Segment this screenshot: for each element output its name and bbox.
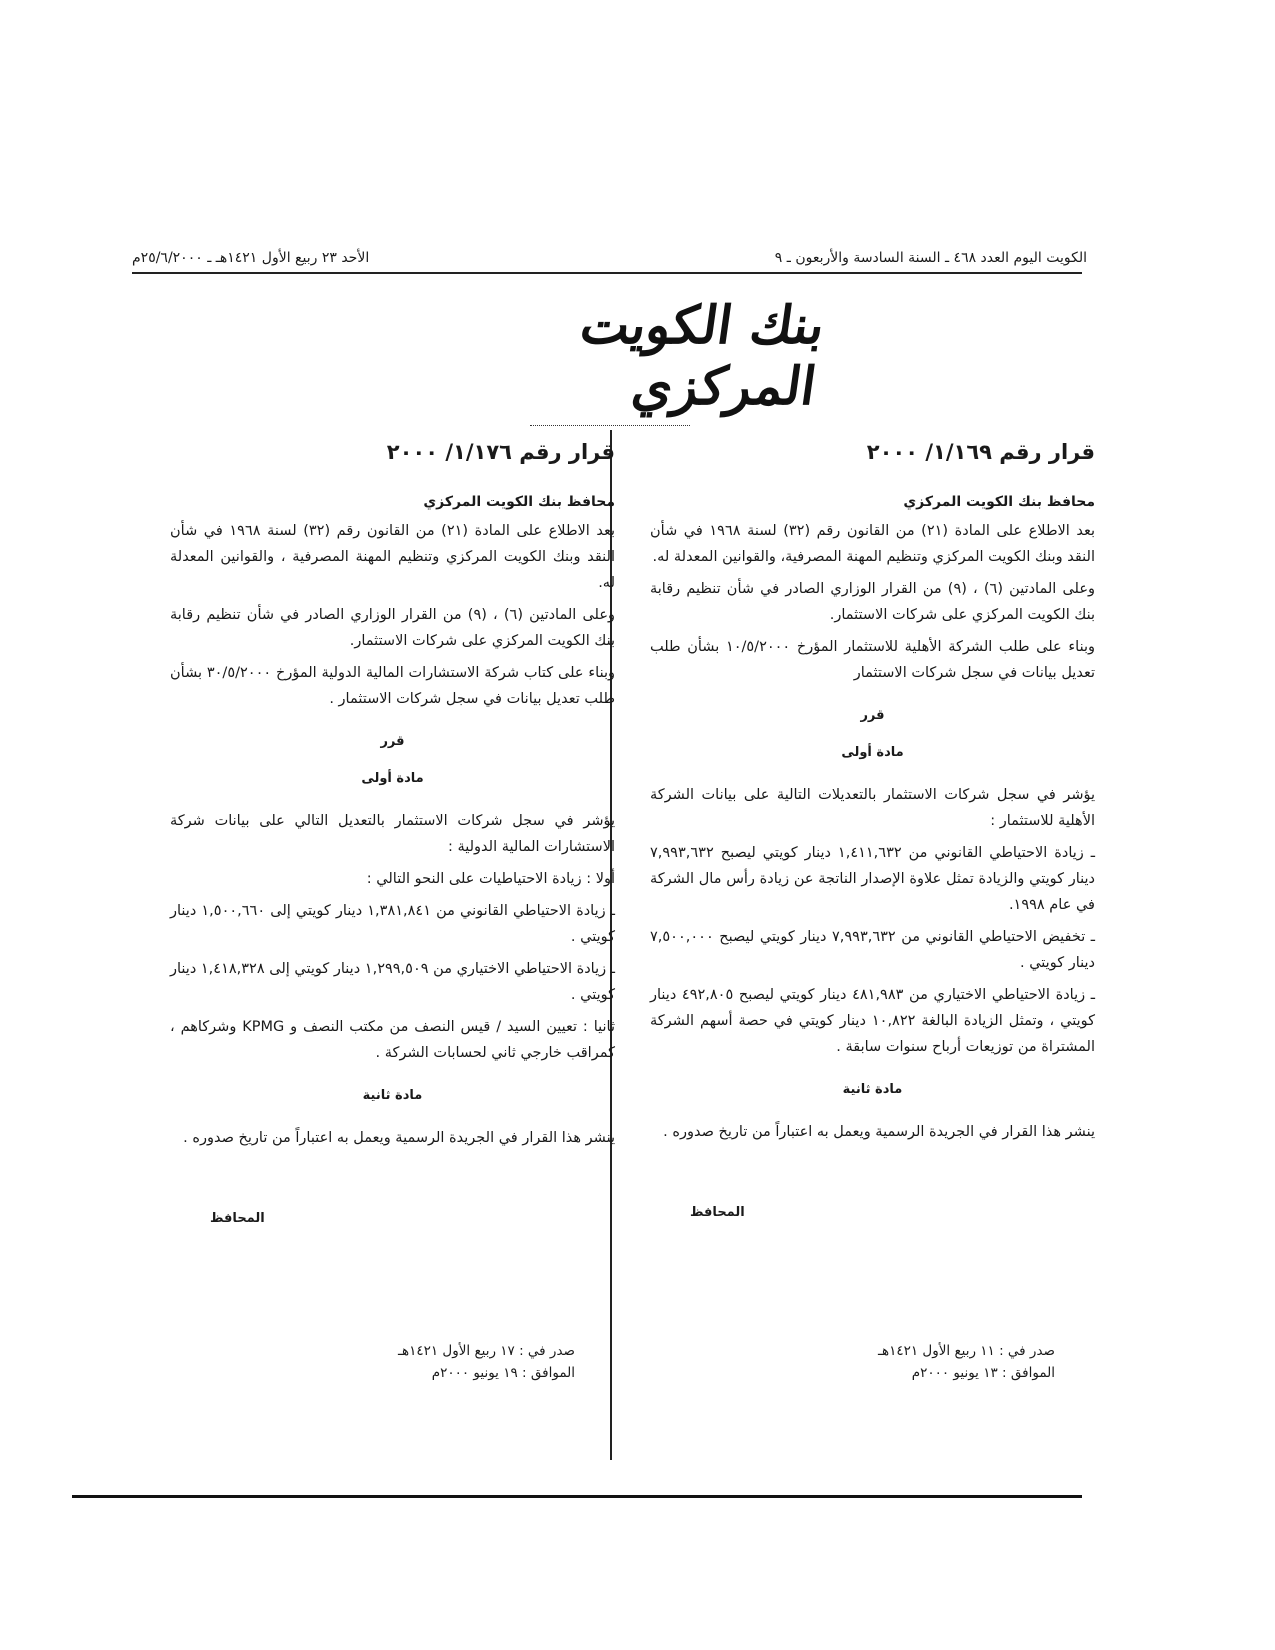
article-paragraph: ـ تخفيض الاحتياطي القانوني من ٧,٩٩٣,٦٣٢ دينار كويتي ليصبح ٧,٥٠٠,٠٠٠ دينار كويتي . — [650, 929, 1095, 971]
header-rule — [132, 272, 1082, 274]
article-paragraph: ـ زيادة الاحتياطي الاختياري من ١,٢٩٩,٥٠٩ دينار كويتي إلى ١,٤١٨,٣٢٨ دينار كويتي . — [169, 961, 615, 1003]
article-paragraph: يؤشر في سجل شركات الاستثمار بالتعديل التالي على بيانات شركة الاستشارات المالية الدولية : — [170, 813, 615, 855]
decision-176-dates — [398, 1340, 575, 1384]
article-paragraph: ـ زيادة الاحتياطي الاختياري من ٤٨١,٩٨٣ دينار كويتي ليصبح ٤٩٢,٨٠٥ دينار كويتي ، وتمثل الزيادة البالغة ١٠,٨٢٢ دينار كويتي في حصة أسهم الشركة المشتراة من توزيعات أرباح سنوات سابقة . — [650, 987, 1095, 1055]
article-paragraph: ـ زيادة الاحتياطي القانوني من ١,٤١١,٦٣٢ دينار كويتي ليصبح ٧,٩٩٣,٦٣٢ دينار كويتي والزيادة تمثل علاوة الإصدار الناتجة عن زيادة رأس مال الشركة في عام ١٩٩٨. — [650, 845, 1095, 913]
preamble-paragraph: وعلى المادتين (٦) ، (٩) من القرار الوزاري الصادر في شأن تنظيم رقابة بنك الكويت المركزي على شركات الاستثمار. — [170, 607, 615, 649]
article-2-heading: مادة ثانية — [362, 1088, 423, 1103]
article-paragraph: ثانيا : تعيين السيد / قيس النصف من مكتب النصف و KPMG وشركاهم ، كمراقب خارجي ثاني لحسابات الشركة . — [170, 1019, 615, 1061]
decided-heading: قرر — [380, 734, 405, 749]
signature-governor: المحافظ — [690, 1205, 745, 1220]
article-1-heading: مادة أولى — [841, 745, 904, 760]
article-paragraph: ينشر هذا القرار في الجريدة الرسمية ويعمل به اعتباراً من تاريخ صدوره . — [183, 1130, 615, 1146]
decided-heading: قرر — [860, 708, 885, 723]
issued-date: صدر في : ١٧ ربيع الأول ١٤٢١هـ — [398, 1343, 575, 1359]
preamble-paragraph: وبناء على طلب الشركة الأهلية للاستثمار المؤرخ ١٠/٥/٢٠٠٠ بشأن طلب تعديل بيانات في سجل شركات الاستثمار — [650, 639, 1095, 681]
header-date: الأحد ٢٣ ربيع الأول ١٤٢١هـ ـ ٢٥/٦/٢٠٠٠م — [132, 250, 370, 266]
article-paragraph: يؤشر في سجل شركات الاستثمار بالتعديلات التالية على بيانات الشركة الأهلية للاستثمار : — [650, 787, 1095, 829]
preamble-paragraph: بعد الاطلاع على المادة (٢١) من القانون رقم (٣٢) لسنة ١٩٦٨ في شأن النقد وبنك الكويت المركزي وتنظيم المهنة المصرفية، والقوانين المعدلة له. — [650, 523, 1096, 565]
preamble-paragraph: وعلى المادتين (٦) ، (٩) من القرار الوزاري الصادر في شأن تنظيم رقابة بنك الكويت المركزي على شركات الاستثمار. — [650, 581, 1095, 623]
article-paragraph: أولا : زيادة الاحتياطيات على النحو التالي : — [366, 871, 615, 887]
article-paragraph: ـ زيادة الاحتياطي القانوني من ١,٣٨١,٨٤١ دينار كويتي إلى ١,٥٠٠,٦٦٠ دينار كويتي . — [170, 903, 615, 945]
preamble-paragraph: بعد الاطلاع على المادة (٢١) من القانون رقم (٣٢) لسنة ١٩٦٨ في شأن النقد وبنك الكويت المركزي وتنظيم المهنة المصرفية ، والقوانين المعدلة له. — [170, 523, 616, 591]
header-issue-info: الكويت اليوم العدد ٤٦٨ ـ السنة السادسة والأربعون ـ ٩ — [774, 250, 1087, 266]
article-paragraph: ينشر هذا القرار في الجريدة الرسمية ويعمل به اعتباراً من تاريخ صدوره . — [663, 1124, 1095, 1140]
decision-169-dates — [878, 1340, 1055, 1384]
footer-rule — [72, 1495, 1082, 1498]
decision-issuer: محافظ بنك الكويت المركزي — [423, 494, 615, 510]
preamble-paragraph: وبناء على كتاب شركة الاستشارات المالية الدولية المؤرخ ٣٠/٥/٢٠٠٠ بشأن طلب تعديل بيانات في سجل شركات الاستثمار . — [170, 665, 615, 707]
corresponding-date: الموافق : ١٩ يونيو ٢٠٠٠م — [431, 1365, 575, 1381]
article-1-heading: مادة أولى — [361, 771, 424, 786]
logo-underline — [530, 425, 690, 426]
decision-title: قرار رقم ١/١٧٦/ ٢٠٠٠ — [386, 440, 615, 464]
logo-text: بنك الكويت المركزي — [576, 294, 829, 417]
decision-176 — [170, 440, 615, 1226]
decision-issuer: محافظ بنك الكويت المركزي — [903, 494, 1095, 510]
central-bank-logo — [400, 294, 829, 420]
corresponding-date: الموافق : ١٣ يونيو ٢٠٠٠م — [911, 1365, 1055, 1381]
decision-title: قرار رقم ١/١٦٩/ ٢٠٠٠ — [866, 440, 1095, 464]
issued-date: صدر في : ١١ ربيع الأول ١٤٢١هـ — [878, 1343, 1055, 1359]
decision-169 — [650, 440, 1095, 1220]
signature-governor: المحافظ — [210, 1211, 265, 1226]
article-2-heading: مادة ثانية — [842, 1082, 903, 1097]
